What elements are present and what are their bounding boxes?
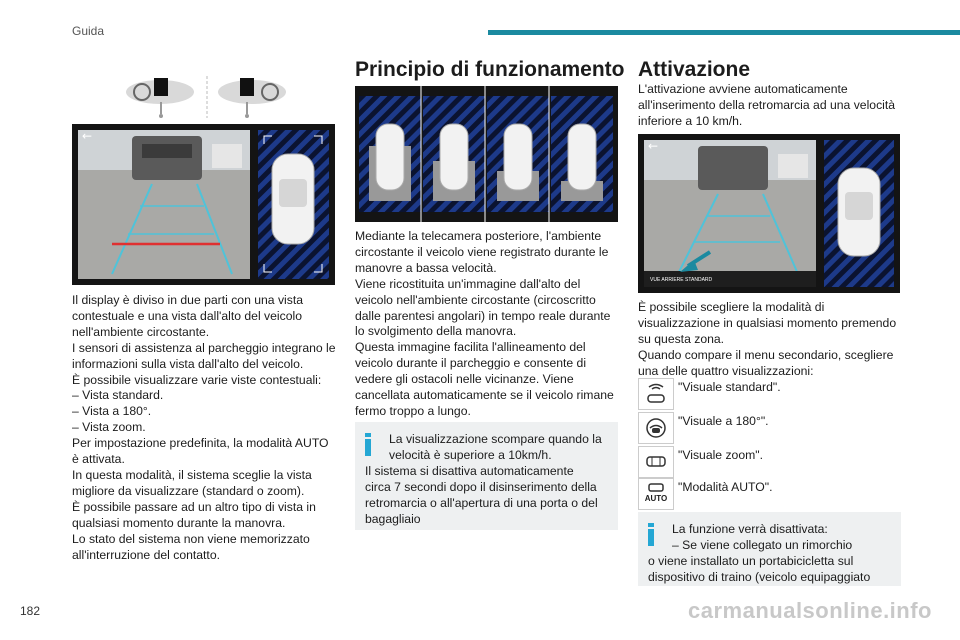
view-option-180[interactable] — [638, 412, 903, 442]
text-line: veicolo durante il parcheggio e consente di — [355, 356, 587, 371]
text-line: Il sistema si disattiva automaticamente — [365, 463, 574, 478]
view-option-standard[interactable] — [638, 378, 903, 408]
text-line: retromarcia o all'apertura di una porta o del — [365, 495, 598, 510]
text-line: su questa zona. — [638, 331, 725, 346]
info-icon — [365, 433, 371, 457]
text-line: – Vista standard. — [72, 388, 164, 403]
svg-text:←: ← — [648, 139, 659, 153]
text-line: cancellata automaticamente se il veicolo rimane — [355, 388, 614, 403]
text-line: circa 7 secondi dopo il disinserimento della — [365, 479, 597, 494]
text-line: circostante il veicolo viene registrato durante le — [355, 244, 609, 259]
watermark: carmanualsonline.info — [688, 598, 932, 623]
text-line: È possibile scegliere la modalità di — [638, 300, 825, 314]
text-line: all'interruzione del contatto. — [72, 547, 220, 562]
text-line: La visualizzazione scompare quando la — [389, 432, 602, 446]
svg-text:←: ← — [82, 129, 93, 143]
text-line: Questa immagine facilita l'allineamento del — [355, 340, 586, 355]
view-option-label: "Modalità AUTO". — [678, 480, 773, 494]
section-heading-principio: Principio di funzionamento — [355, 58, 625, 81]
auto-icon-text: AUTO — [644, 494, 668, 503]
text-line: Per impostazione predefinita, la modalità AUTO — [72, 436, 329, 451]
text-line: Il display è diviso in due parti con una vista — [72, 293, 304, 307]
text-line: è attivata. — [72, 452, 125, 467]
text-line: La funzione verrà disattivata: — [672, 522, 828, 536]
camera-split-view-image — [72, 124, 335, 285]
text-line: In questa modalità, il sistema sceglie la vista — [72, 467, 312, 482]
col2-body-text — [355, 229, 625, 420]
text-line: migliore da visualizzare (standard o zoom). — [72, 483, 305, 498]
header-accent-bar — [488, 30, 960, 35]
view-option-label: "Visuale standard". — [678, 380, 781, 394]
text-line: informazioni sulla vista dall'alto del veicolo. — [72, 356, 304, 371]
text-line: dalle parentesi angolari) in tempo reale durante — [355, 308, 611, 323]
text-line: all'inserimento della retromarcia ad una velocità — [638, 97, 896, 112]
text-line: Mediante la telecamera posteriore, l'ambiente — [355, 229, 602, 243]
info-icon — [648, 523, 654, 547]
text-line: qualsiasi momento durante la manovra. — [72, 515, 286, 530]
text-line: – Vista a 180°. — [72, 404, 152, 419]
text-line: – Vista zoom. — [72, 420, 146, 435]
text-line: contestuale e una vista dall'alto del veicolo — [72, 308, 302, 323]
text-line: È possibile passare ad un altro tipo di vista in — [72, 499, 316, 514]
text-line: manovre a bassa velocità. — [355, 260, 497, 275]
text-line: nell'ambiente circostante. — [72, 324, 210, 339]
text-line: Lo stato del sistema non viene memorizzato — [72, 531, 310, 546]
text-line: L'attivazione avviene automaticamente — [638, 82, 848, 96]
text-line: una delle quattro visualizzazioni: — [638, 363, 814, 378]
page-number: 182 — [20, 604, 41, 618]
info-box-deactivation — [638, 512, 901, 586]
text-line: o viene installato un portabicicletta sul — [648, 553, 854, 568]
section-heading-attivazione: Attivazione — [638, 58, 751, 81]
view-option-auto[interactable] — [638, 478, 903, 508]
text-line: – Se viene collegato un rimorchio — [672, 537, 853, 552]
view-option-zoom[interactable] — [638, 446, 903, 476]
info-box-visualization — [355, 422, 618, 530]
section-title: Guida — [72, 24, 105, 38]
top-view-sequence-image — [355, 86, 618, 222]
text-line: fermo troppo a lungo. — [355, 403, 471, 418]
text-line: velocità è superiore a 10km/h. — [389, 447, 552, 462]
camera-standard-view-image — [638, 134, 900, 293]
text-line: lo svolgimento della manovra. — [355, 324, 517, 339]
text-line: veicolo nell'ambiente circostante (circoscritto — [355, 292, 596, 307]
text-line: visualizzazione in qualsiasi momento premendo — [638, 315, 897, 330]
text-line: vedere gli ostacoli nelle vicinanze. Viene — [355, 372, 574, 387]
text-line: Quando compare il menu secondario, scegliere — [638, 347, 894, 362]
col1-body-text — [72, 293, 342, 563]
180-view-icon — [638, 412, 674, 444]
standard-view-menu-label[interactable]: VUE ARRIERE STANDARD — [650, 277, 713, 283]
text-line: inferiore a 10 km/h. — [638, 113, 743, 128]
col3-intro-text — [638, 82, 908, 130]
text-line: I sensori di assistenza al parcheggio integrano le — [72, 340, 336, 355]
mirror-camera-illustration — [122, 72, 292, 120]
col3-body-text — [638, 300, 908, 380]
view-option-label: "Visuale a 180°". — [678, 414, 769, 428]
text-line: bagagliaio — [365, 511, 421, 526]
view-option-label: "Visuale zoom". — [678, 448, 763, 462]
text-line: È possibile visualizzare varie viste contestuali: — [72, 372, 322, 387]
standard-view-icon — [638, 378, 674, 410]
text-line: Viene ricostituita un'immagine dall'alto del — [355, 276, 581, 291]
zoom-view-icon — [638, 446, 674, 478]
text-line: dispositivo di traino (veicolo equipaggiato — [648, 569, 871, 584]
auto-mode-icon — [638, 478, 674, 510]
